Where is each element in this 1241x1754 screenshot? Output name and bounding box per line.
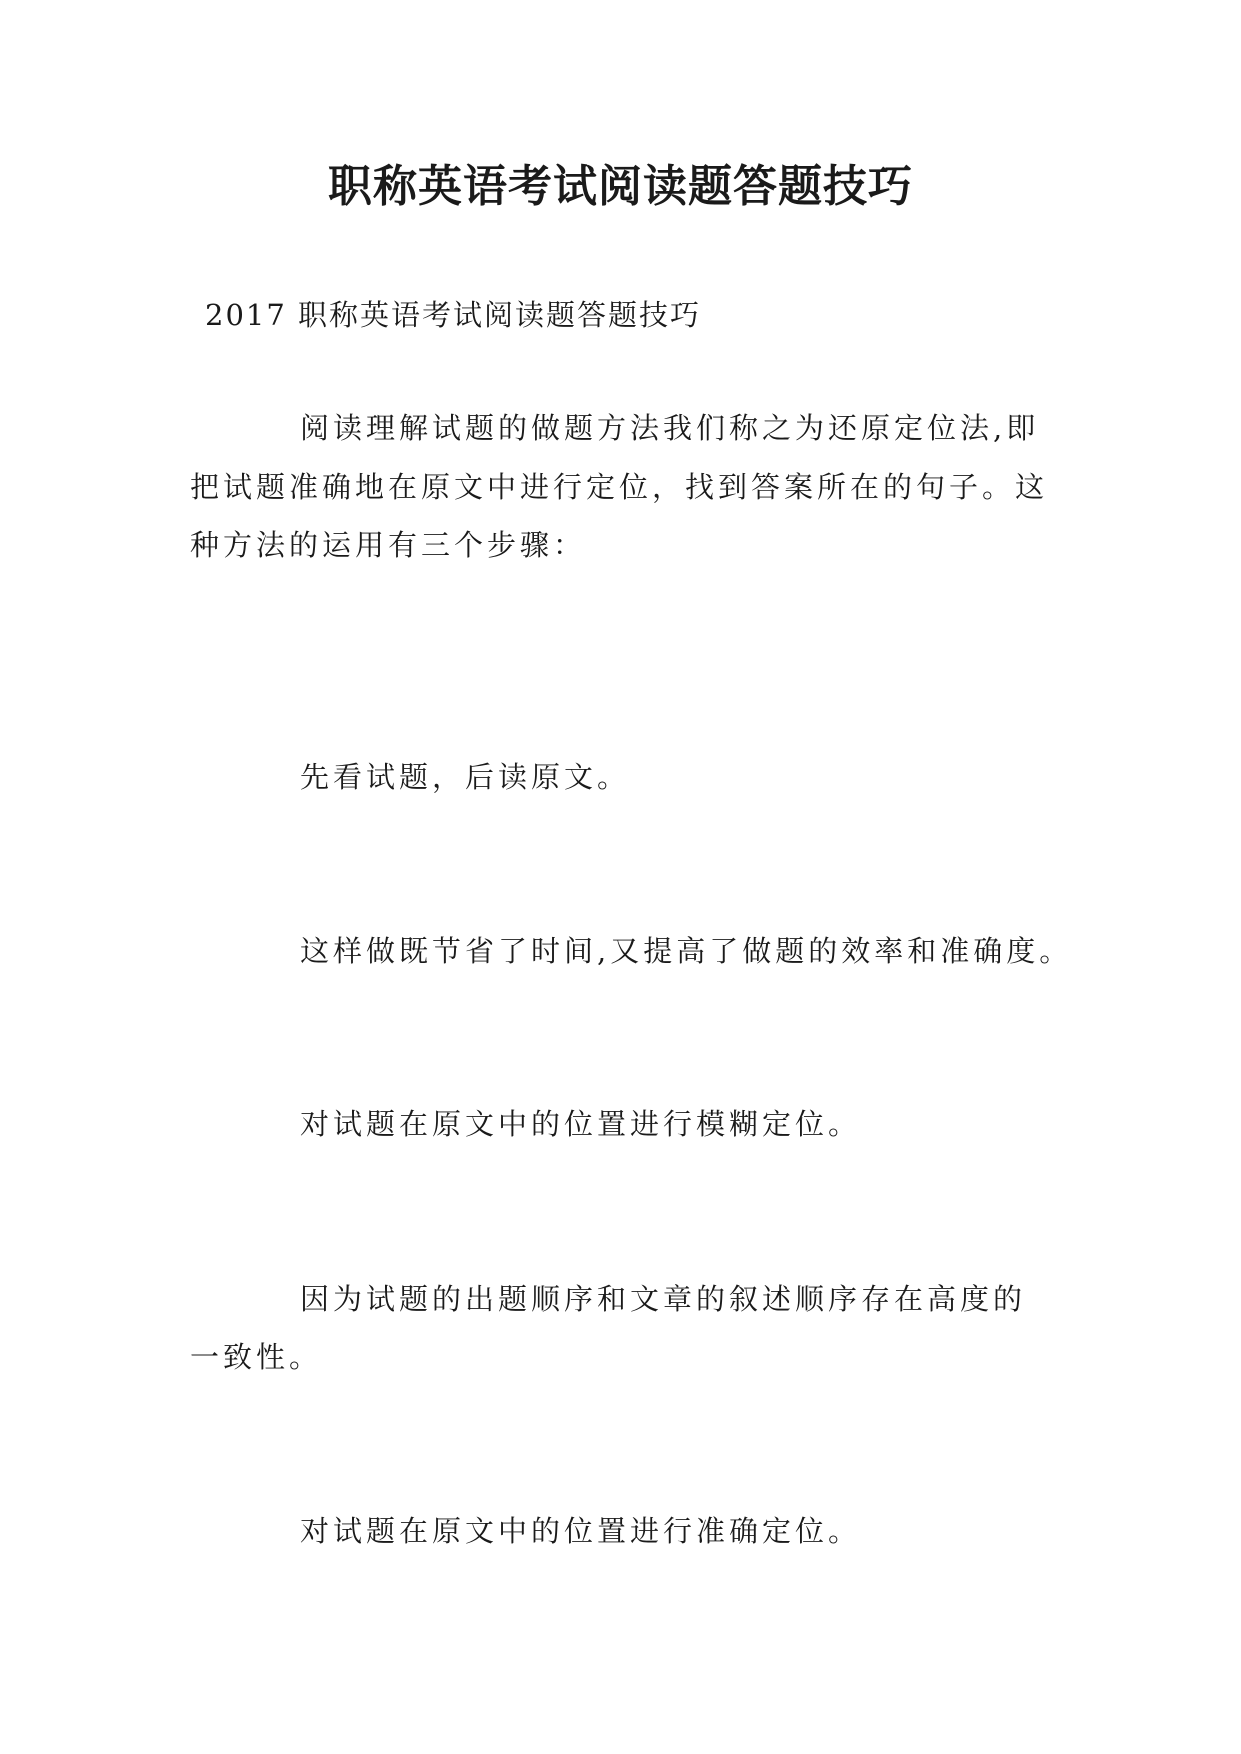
paragraph-line: 因为试题的出题顺序和文章的叙述顺序存在高度的: [300, 1282, 1027, 1316]
document-subtitle: 2017 职称英语考试阅读题答题技巧: [205, 298, 702, 332]
paragraph-line: 一致性。: [190, 1340, 323, 1374]
paragraph-line: 对试题在原文中的位置进行模糊定位。: [300, 1107, 862, 1141]
paragraph-line: 种方法的运用有三个步骤：: [190, 528, 587, 562]
paragraph-line: 阅读理解试题的做题方法我们称之为还原定位法,即: [300, 411, 1040, 445]
paragraph-line: 先看试题，后读原文。: [300, 760, 631, 794]
paragraph-line: 这样做既节省了时间,又提高了做题的效率和准确度。: [300, 934, 1073, 968]
paragraph-line: 把试题准确地在原文中进行定位，找到答案所在的句子。这: [190, 470, 1049, 504]
paragraph-line: 对试题在原文中的位置进行准确定位。: [300, 1514, 862, 1548]
document-title: 职称英语考试阅读题答题技巧: [328, 161, 913, 212]
